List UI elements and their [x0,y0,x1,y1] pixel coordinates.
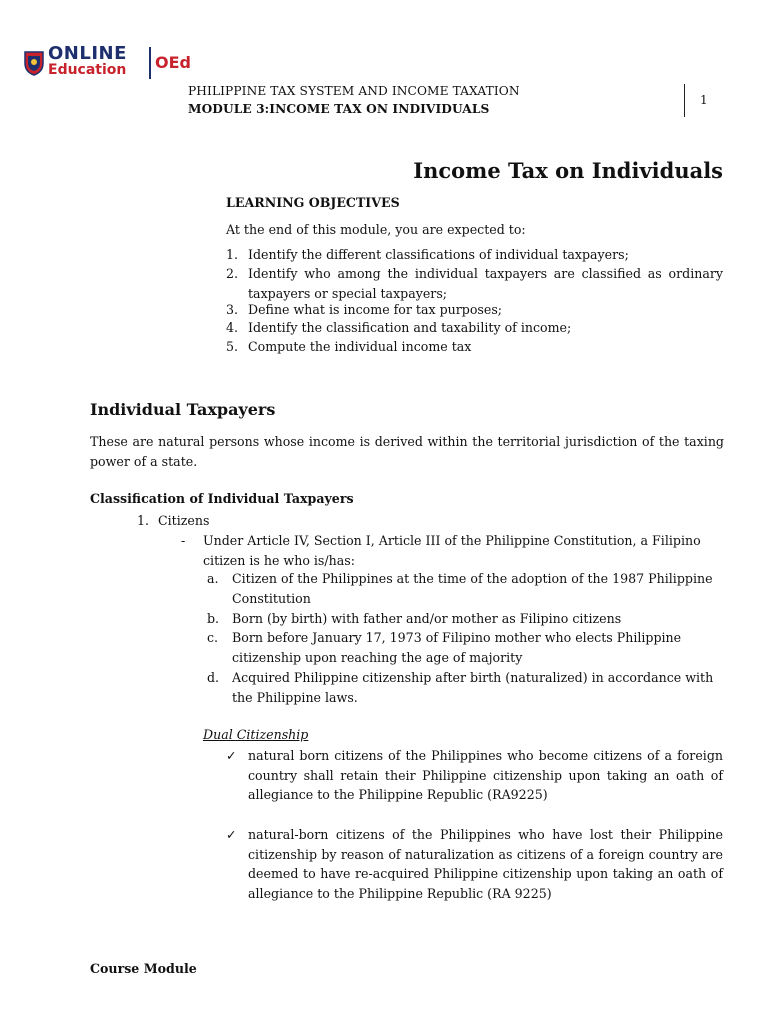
dash-bullet: - [181,533,186,548]
criterion-text: Acquired Philippine citizenship after birth (naturalized) in accordance with the Philippine laws. [232,670,714,705]
objective-text: Identify the different classifications of individual taxpayers; [248,247,629,262]
learning-objectives-heading: LEARNING OBJECTIVES [226,195,400,210]
logo-divider [149,47,151,79]
logo-education-text: Education [48,62,127,78]
criterion-text: Born before January 17, 1973 of Filipino mother who elects Philippine citizenship upon reaching the age of majority [232,630,682,665]
citizenship-criterion [203,569,723,608]
criterion-text: Citizen of the Philippines at the time of the adoption of the 1987 Philippine Constitution [232,571,713,606]
objective-number: 2. [226,266,239,281]
citizens-number: 1. [137,513,150,528]
criterion-text: Born (by birth) with father and/or mother as Filipino citizens [232,611,622,626]
citizenship-criterion [203,628,723,667]
checkmark-icon: ✓ [226,827,237,842]
shield-crest-icon [24,50,44,76]
checkmark-icon: ✓ [226,748,237,763]
logo-online-text: ONLINE [48,43,127,64]
course-title: PHILIPPINE TAX SYSTEM AND INCOME TAXATION [188,84,520,98]
criterion-letter: d. [207,670,220,685]
page-number: 1 [700,93,708,107]
objective-number: 4. [226,320,239,335]
objective-number: 5. [226,339,239,354]
criterion-letter: b. [207,611,220,626]
dual-citizenship-text: natural born citizens of the Philippines who become citizens of a foreign country shall retain their Philippine citizenship upon taking an oath of allegiance to the Philippine Republic (RA9225) [248,748,723,802]
objective-number: 3. [226,302,239,317]
objective-text: Identify who among the individual taxpayers are classified as ordinary taxpayers or special taxpayers; [248,266,723,301]
criterion-letter: c. [207,630,219,645]
objective-item [226,318,723,338]
page-title: Income Tax on Individuals [413,158,723,183]
citizens-label: Citizens [158,513,210,528]
module-title: MODULE 3:INCOME TAX ON INDIVIDUALS [188,102,490,116]
logo-oed-badge: OEd [155,53,191,72]
criterion-letter: a. [207,571,219,586]
constitution-text: Under Article IV, Section I, Article III of the Philippine Constitution, a Filipino citizen is he who is/has: [203,533,701,568]
header-divider [684,84,685,117]
objective-text: Compute the individual income tax [248,339,472,354]
dual-citizenship-item [226,825,723,903]
footer-course-module: Course Module [90,961,197,976]
dual-citizenship-text: natural-born citizens of the Philippines who have lost their Philippine citizenship by reason of naturalization as citizens of a foreign country are deemed to have re-acquired Philippine citizenship upon taking an oath of allegiance to the Philippine Republic (RA 9225) [248,827,723,901]
objective-item [226,245,723,265]
objective-item [226,337,723,357]
classification-heading: Classification of Individual Taxpayers [90,491,354,506]
objective-item [226,264,723,303]
dual-citizenship-heading: Dual Citizenship [203,727,309,742]
section-heading-individual-taxpayers: Individual Taxpayers [90,400,276,419]
objective-text: Identify the classification and taxability of income; [248,320,572,335]
online-education-logo [24,43,191,84]
objective-item [226,300,723,320]
dual-citizenship-item [226,746,723,805]
citizenship-criterion [203,668,723,707]
learning-objectives-intro: At the end of this module, you are expected to: [226,222,526,237]
individual-taxpayers-paragraph: These are natural persons whose income is derived within the territorial jurisdiction of the taxing power of a state. [90,434,724,469]
objective-number: 1. [226,247,239,262]
objective-text: Define what is income for tax purposes; [248,302,503,317]
citizenship-criterion [203,609,723,629]
